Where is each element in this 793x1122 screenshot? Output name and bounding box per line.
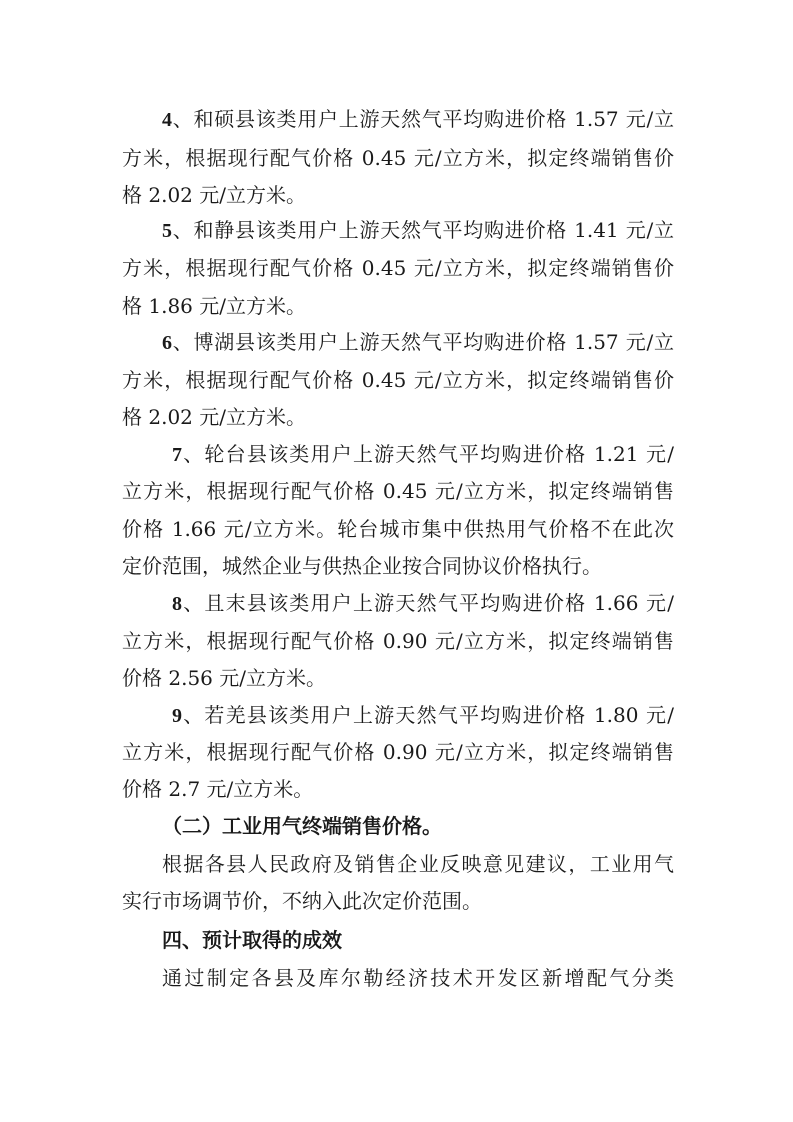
item-9-line-2: 立方米，根据现行配气价格 0.90 元/立方米，拟定终端销售 [122,740,674,764]
item-6-line-1: 6、博湖县该类用户上游天然气平均购进价格 1.57 元/立 [162,330,674,354]
item-6-line-3: 格 2.02 元/立方米。 [122,405,306,429]
industrial-line-1: 根据各县人民政府及销售企业反映意见建议，工业用气 [162,852,674,876]
section-heading: 四、预计取得的成效 [162,928,342,952]
closing-line: 通过制定各县及库尔勒经济技术开发区新增配气分类 [162,966,674,990]
subsection-title: （二）工业用气终端销售价格。 [162,814,442,838]
item-9-line-1: 9、若羌县该类用户上游天然气平均购进价格 1.80 元/ [172,703,674,727]
item-4-line-3: 格 2.02 元/立方米。 [122,183,306,207]
item-6-line-2: 方米，根据现行配气价格 0.45 元/立方米，拟定终端销售价 [122,368,674,392]
item-number: 7 [172,444,182,466]
item-number: 8 [172,593,182,615]
item-9-line-3: 价格 2.7 元/立方米。 [122,777,314,801]
item-4-line-1: 4、和硕县该类用户上游天然气平均购进价格 1.57 元/立 [162,107,674,131]
item-8-line-1: 8、且末县该类用户上游天然气平均购进价格 1.66 元/ [172,591,674,615]
item-7-line-4: 定价范围，城然企业与供热企业按合同协议价格执行。 [122,554,602,578]
item-number: 9 [172,705,182,727]
item-5-line-1: 5、和静县该类用户上游天然气平均购进价格 1.41 元/立 [162,218,674,242]
item-7-line-2: 立方米，根据现行配气价格 0.45 元/立方米，拟定终端销售 [122,479,674,503]
item-number: 4 [162,109,172,131]
item-8-line-3: 价格 2.56 元/立方米。 [122,666,326,690]
item-5-line-3: 格 1.86 元/立方米。 [122,294,306,318]
item-8-line-2: 立方米，根据现行配气价格 0.90 元/立方米，拟定终端销售 [122,629,674,653]
item-number: 6 [162,332,172,354]
item-7-line-3: 价格 1.66 元/立方米。轮台城市集中供热用气价格不在此次 [122,517,674,541]
item-5-line-2: 方米，根据现行配气价格 0.45 元/立方米，拟定终端销售价 [122,256,674,280]
item-7-line-1: 7、轮台县该类用户上游天然气平均购进价格 1.21 元/ [172,442,674,466]
item-number: 5 [162,220,172,242]
item-4-line-2: 方米，根据现行配气价格 0.45 元/立方米，拟定终端销售价 [122,146,674,170]
industrial-line-2: 实行市场调节价，不纳入此次定价范围。 [122,889,482,913]
